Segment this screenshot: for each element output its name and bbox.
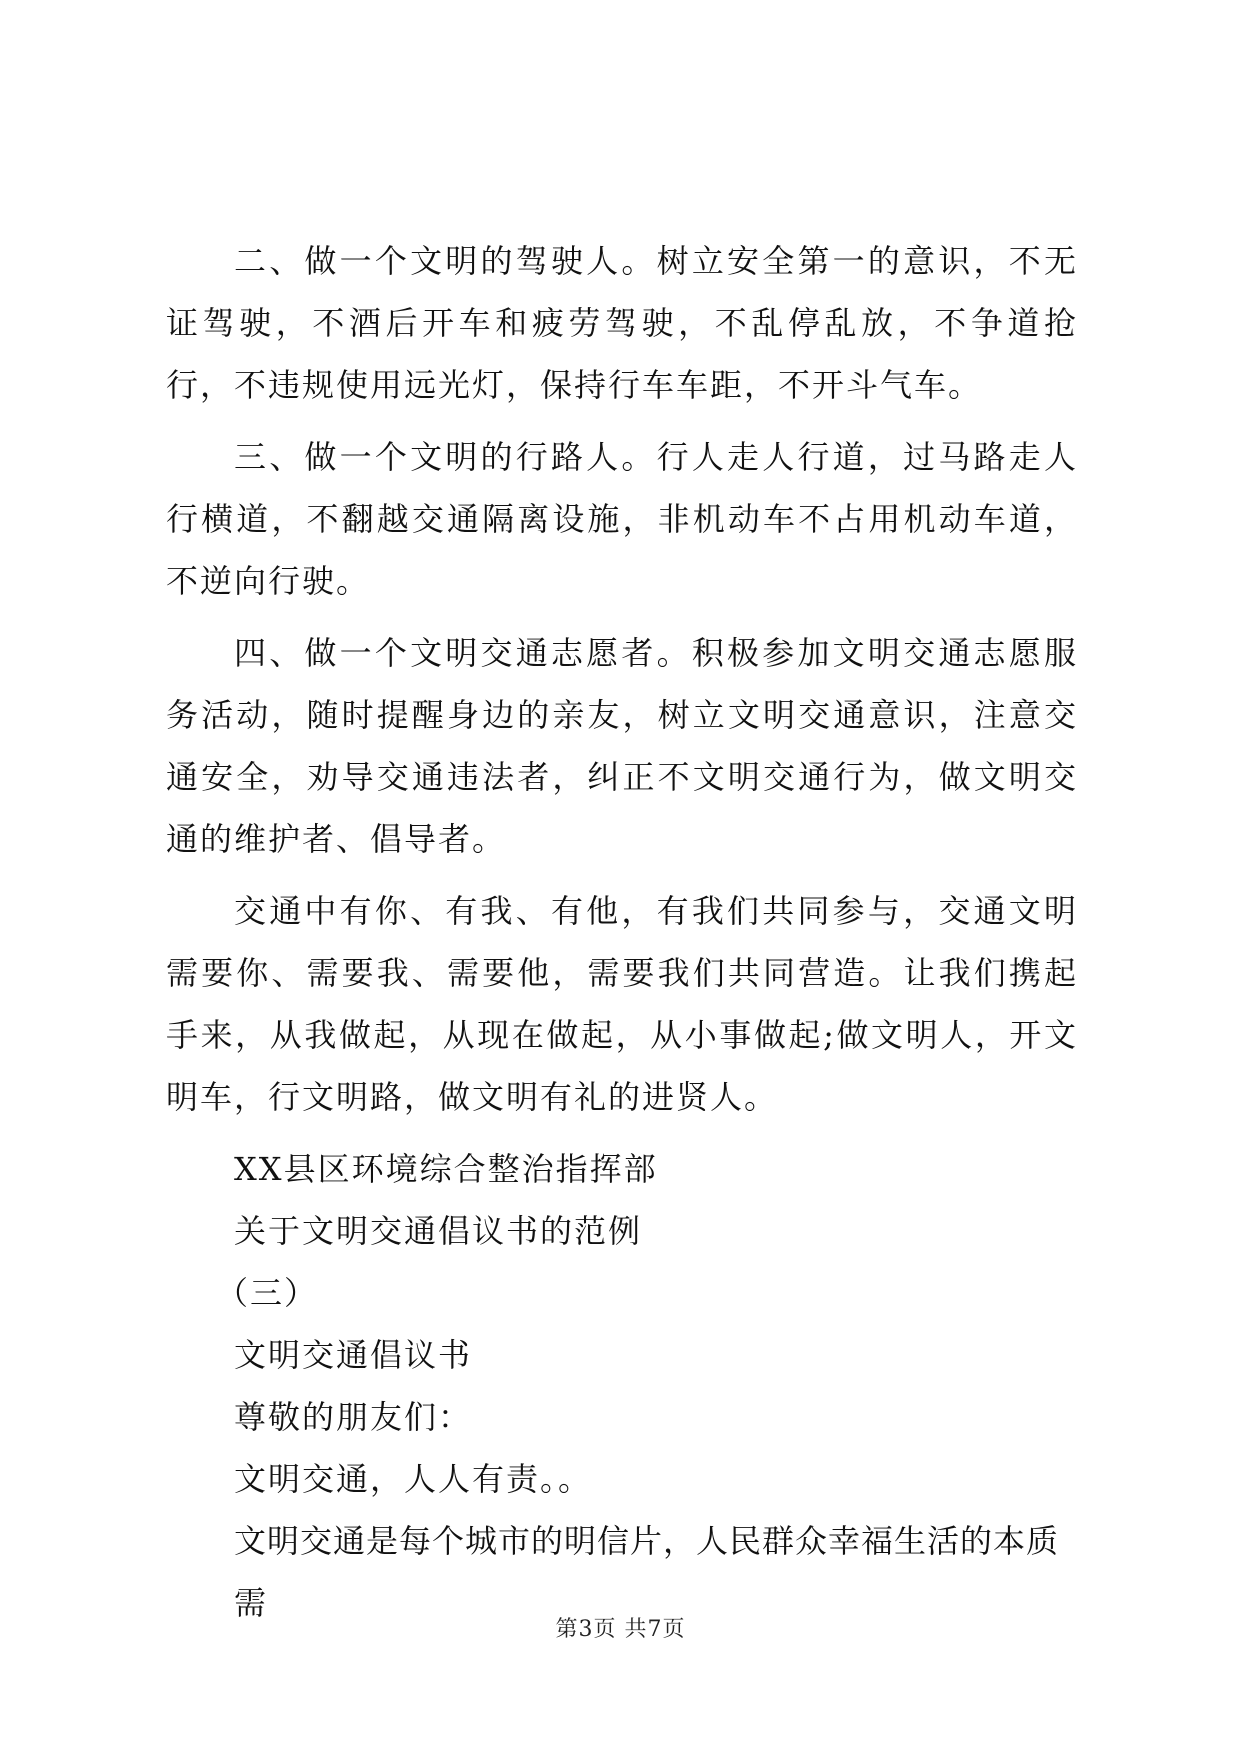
slogan-line: 文明交通，人人有责。。 (234, 1460, 593, 1498)
section-title: 关于文明交通倡议书的范例 (234, 1212, 643, 1250)
signature-line: XX县区环境综合整治指挥部 (234, 1150, 658, 1188)
section-number: （三） (216, 1274, 319, 1312)
salutation: 尊敬的朋友们： (234, 1398, 473, 1436)
paragraph-pedestrian: 三、做一个文明的行路人。行人走人行道，过马路走人行横道，不翻越交通隔离设施，非机动车不占用机动车道，不逆向行驶。 (166, 438, 1078, 600)
paragraph-volunteer: 四、做一个文明交通志愿者。积极参加文明交通志愿服务活动，随时提醒身边的亲友，树立文明交通意识，注意交通安全，劝导交通违法者，纠正不文明交通行为，做文明交通的维护者、倡导者。 (166, 634, 1078, 858)
document-body (166, 230, 1078, 1634)
paragraph-start: 文明交通是每个城市的明信片，人民群众幸福生活的本质需 (234, 1522, 1060, 1622)
paragraph-driver: 二、做一个文明的驾驶人。树立安全第一的意识，不无证驾驶，不酒后开车和疲劳驾驶，不乱停乱放，不争道抢行，不违规使用远光灯，保持行车车距，不开斗气车。 (166, 242, 1078, 404)
page-number: 第3页 共7页 (555, 1617, 686, 1642)
paragraph-closing: 交通中有你、有我、有他，有我们共同参与，交通文明需要你、需要我、需要他，需要我们共同营造。让我们携起手来，从我做起，从现在做起，从小事做起;做文明人，开文明车，行文明路，做文明有礼的进贤人。 (166, 892, 1078, 1116)
proposal-title: 文明交通倡议书 (234, 1336, 473, 1374)
